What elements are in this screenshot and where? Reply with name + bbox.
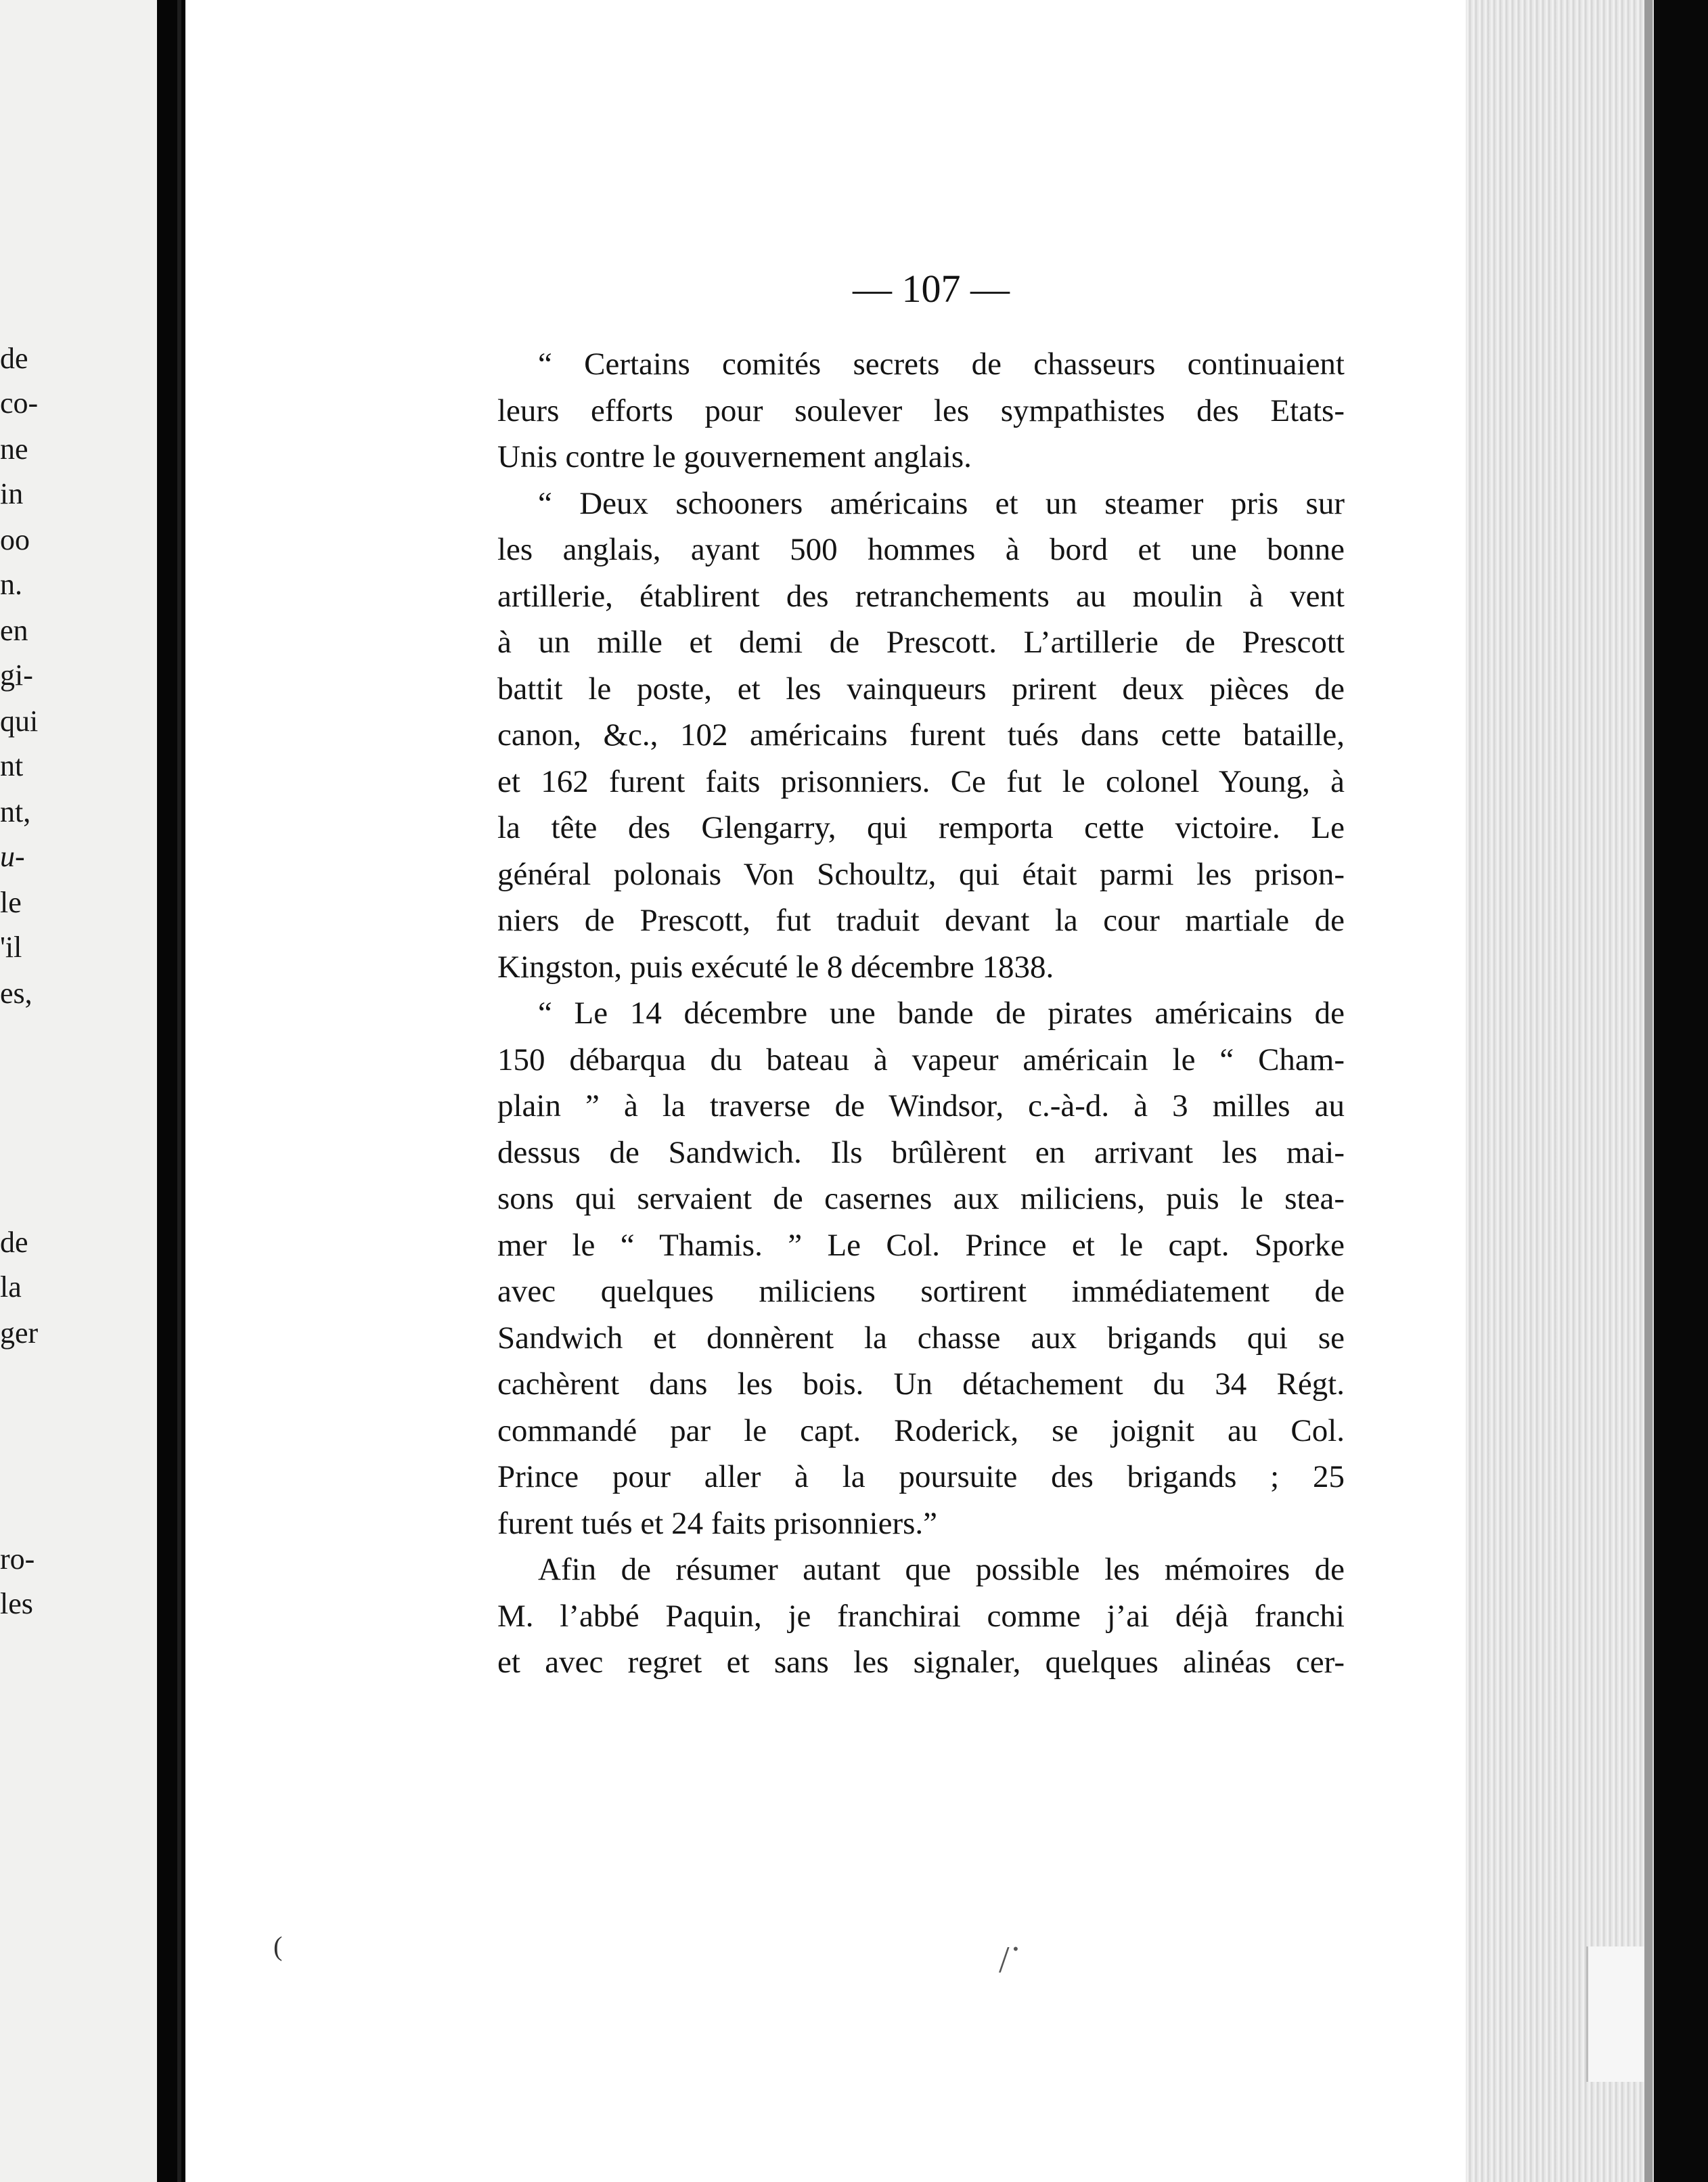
left-page-fragment: 'il [0,931,22,964]
page-stack-edge [1466,0,1654,2182]
left-page-fragment: qui [0,705,39,738]
text-line: Unis contre le gouvernement anglais. [497,439,972,474]
left-page-fragment: co- [0,386,39,420]
left-page-fragment: u- [0,840,25,873]
text-line: cachèrent dans les bois. Un détachement du 34 Régt. [497,1366,1345,1402]
text-line: avec quelques miliciens sortirent immédiatement de [497,1274,1345,1309]
text-line: leurs efforts pour soulever les sympathistes des Etats- [497,393,1345,428]
stray-mark: /˙ [999,1939,1022,1981]
text-line: général polonais Von Schoultz, qui était parmi les prison- [497,856,1345,892]
text-line: M. l’abbé Paquin, je franchirai comme j’ai déjà franchi [497,1598,1345,1634]
previous-page-edge [0,0,157,2182]
book-page [185,0,1466,2182]
left-page-fragment: es, [0,977,32,1010]
left-page-fragment: de [0,1226,28,1259]
text-line: niers de Prescott, fut traduit devant la cour martiale de [497,903,1345,938]
text-line: “ Le 14 décembre une bande de pirates américains de [538,996,1345,1031]
gutter-shadow [177,0,181,2182]
text-line: canon, &c., 102 américains furent tués dans cette bataille, [497,717,1345,753]
text-line: furent tués et 24 faits prisonniers.” [497,1505,937,1541]
text-line: et 162 furent faits prisonniers. Ce fut le colonel Young, à [497,763,1345,799]
text-line: artillerie, établirent des retranchements au moulin à vent [497,578,1345,614]
text-line: commandé par le capt. Roderick, se joignit au Col. [497,1412,1345,1448]
left-page-fragment: la [0,1270,22,1304]
text-line: Kingston, puis exécuté le 8 décembre 1838. [497,949,1054,985]
left-page-fragment: de [0,342,28,375]
left-page-fragment: ro- [0,1542,35,1576]
text-line: dessus de Sandwich. Ils brûlèrent en arrivant les mai- [497,1134,1345,1170]
text-line: “ Certains comités secrets de chasseurs continuaient [538,347,1345,382]
left-page-fragment: le [0,886,22,919]
text-line: “ Deux schooners américains et un steamer pris sur [538,485,1345,521]
left-page-fragment: ger [0,1316,39,1350]
left-page-fragment: gi- [0,659,33,692]
left-page-fragment: les [0,1587,33,1620]
text-line: Prince pour aller à la poursuite des brigands ; 25 [497,1459,1345,1494]
left-page-fragment: en [0,614,28,647]
left-page-fragment: ne [0,432,28,466]
text-line: sons qui servaient de casernes aux miliciens, puis le stea- [497,1181,1345,1216]
text-line: et avec regret et sans les signaler, quelques alinéas cer- [497,1645,1345,1680]
left-page-fragment: in [0,477,24,510]
text-line: Afin de résumer autant que possible les mémoires de [538,1552,1345,1587]
left-page-fragment: oo [0,523,30,556]
left-page-fragment: nt [0,749,24,782]
page-stack-tab [1586,1946,1649,2082]
text-line: Sandwich et donnèrent la chasse aux brigands qui se [497,1320,1345,1356]
text-line: battit le poste, et les vainqueurs prirent deux pièces de [497,671,1345,707]
scan-border-right [1654,0,1708,2182]
text-line: mer le “ Thamis. ” Le Col. Prince et le capt. Sporke [497,1227,1345,1263]
text-line: 150 débarqua du bateau à vapeur américain le “ Cham- [497,1042,1345,1077]
text-line: les anglais, ayant 500 hommes à bord et une bonne [497,532,1345,567]
text-line: plain ” à la traverse de Windsor, c.-à-d. à 3 milles au [497,1088,1345,1123]
left-page-fragment: nt, [0,795,31,828]
text-line: à un mille et demi de Prescott. L’artillerie de Prescott [497,625,1345,660]
text-line: la tête des Glengarry, qui remporta cette victoire. Le [497,810,1345,845]
stray-mark: ( [273,1931,283,1961]
page-body-text [497,341,1345,1686]
page-number: — 107 — [853,267,1010,311]
page-stack-shadow [1644,0,1653,2182]
left-page-fragment: n. [0,568,22,601]
